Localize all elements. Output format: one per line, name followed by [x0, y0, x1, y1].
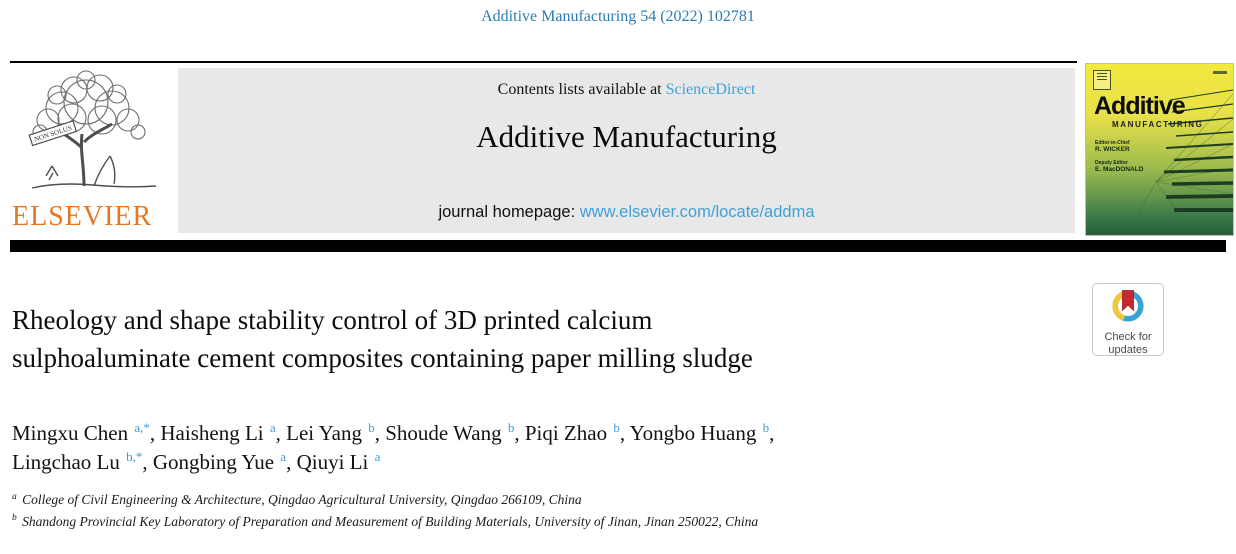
author-affiliation-sup: a,*	[134, 420, 150, 435]
author-affiliation-sup: b	[368, 420, 375, 435]
author-affiliation-sup: a	[280, 449, 287, 464]
journal-banner	[178, 68, 1075, 233]
elsevier-logo[interactable]	[10, 66, 176, 233]
author-name: Mingxu Chen	[12, 421, 134, 445]
check-updates-badge[interactable]	[1092, 283, 1164, 356]
author-affiliation-sup: b,*	[126, 449, 143, 464]
author-name: Haisheng Li	[160, 421, 269, 445]
contents-line	[178, 81, 1075, 99]
author-affiliation-sup: b	[613, 420, 620, 435]
homepage-line	[178, 203, 1075, 222]
affiliation-list	[12, 489, 758, 532]
cover-issn-mark	[1213, 71, 1227, 74]
author-affiliation-sup: b	[762, 420, 770, 435]
crossmark-label: Check for updates	[1104, 331, 1152, 356]
affiliation-text: Shandong Provincial Key Laboratory of Preparation and Measurement of Building Materials, University of Jinan, Jinan 250022, China	[18, 513, 759, 529]
author-affiliation-sup: b	[507, 420, 515, 435]
author-name: Lingchao Lu	[12, 450, 126, 474]
svg-text:NON SOLUS: NON SOLUS	[33, 123, 73, 144]
journal-homepage-link[interactable]: www.elsevier.com/locate/addma	[579, 203, 815, 221]
article-title	[12, 301, 753, 377]
author-name: Shoude Wang	[385, 421, 507, 445]
cover-publisher-mark	[1093, 70, 1111, 90]
cover-deputy-editor: Deputy Editor E. MacDONALD	[1095, 160, 1144, 173]
article-title-line1: Rheology and shape stability control of 3D printed calcium	[12, 305, 653, 335]
sciencedirect-link[interactable]: ScienceDirect	[665, 81, 756, 98]
elsevier-wordmark: ELSEVIER	[12, 201, 153, 232]
author-list: Mingxu Chen $^{a,*}$, Haisheng Li $^a$, Lei Yang $^b$, Shoude Wang $^b$, Piqi Zhao $^b$, Yongbo Huang $^b$, Lingchao Lu $^{b,*}$, Gongbing Yue $^a$, Qiuyi Li $^a$	[12, 420, 775, 474]
top-rule	[10, 61, 1077, 63]
masthead-divider-bar	[10, 240, 1226, 252]
homepage-prefix: journal homepage:	[438, 203, 580, 221]
cover-editor-in-chief: Editor-in-Chief R. WICKER	[1095, 140, 1130, 153]
author-affiliation-sup: a	[374, 449, 381, 464]
elsevier-tree-icon	[24, 68, 162, 200]
article-title-line2: sulphoaluminate cement composites containing paper milling sludge	[12, 343, 753, 373]
affiliation	[12, 511, 758, 533]
affiliation-text: College of Civil Engineering & Architecture, Qingdao Agricultural University, Qingdao 266109, China	[18, 492, 582, 507]
author-name: Qiuyi Li	[296, 450, 374, 474]
journal-title: Additive Manufacturing	[476, 119, 777, 154]
author-affiliation-sup: a	[269, 420, 276, 435]
non-solus-ribbon	[29, 121, 76, 146]
journal-cover-thumbnail[interactable]	[1086, 64, 1233, 235]
author-name: Piqi Zhao	[524, 421, 613, 445]
author-name: Lei Yang	[286, 421, 368, 445]
cover-title: Additive	[1094, 92, 1185, 120]
affiliation-sup: a	[12, 491, 17, 502]
crossmark-icon	[1108, 287, 1148, 325]
journal-citation: Additive Manufacturing 54 (2022) 102781	[481, 8, 755, 25]
affiliation	[12, 489, 758, 511]
author-name: Yongbo Huang	[629, 421, 762, 445]
contents-prefix: Contents lists available at	[497, 81, 666, 98]
cover-subtitle: MANUFACTURING	[1112, 120, 1204, 129]
author-name: Gongbing Yue	[152, 450, 280, 474]
affiliation-sup: b	[12, 513, 17, 523]
